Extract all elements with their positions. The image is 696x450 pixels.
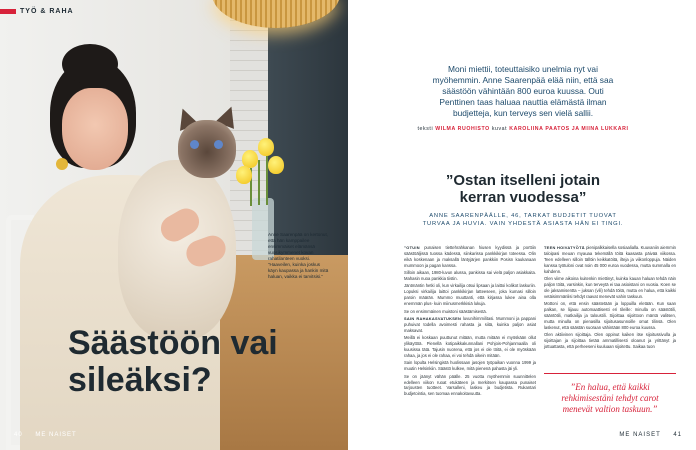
credit-photo-label: kuvat — [491, 126, 508, 132]
cat-eye — [214, 140, 223, 149]
lead-line: budjetteja, kun terveys sen vielä sallii. — [452, 108, 594, 118]
section-label — [0, 5, 74, 18]
lead-line: Moni miettii, toteuttaisiko unelmia nyt vai — [448, 64, 598, 74]
photo-caption: Anne Saarenpää on kertonut, että hän kamppailee ensimmäiset elämänsä vuosikymmenet kovan rahatilanteen vuoksi. ”Haaveilen, kuinka joskus käyn kaupassa ja hankin mitä haluan, vaikka ei tarvitsisi.” — [268, 232, 329, 279]
pull-quote — [544, 382, 676, 415]
lead-paragraph — [370, 64, 676, 119]
paragraph-text: pienipalkkaisella sosiaalialla. Kuuvaniin aiemmin taloipasi meuan myauaa tekemällä töitä kaasasta päivää viikossa. Teen edelleen silloin tällöin keikkatöitä, ilteja ja viikonloppuja. Näiden kanssa työtuloni ovat noin 45 000 euroa vuodessa, mutta summalla en kahdenn. — [544, 245, 676, 274]
body-column-2 — [544, 245, 676, 351]
subdeck-line: TURVAA JA HUVIA. VAIN YHDESTÄ ASIASTA HÄN EI TINGI. — [422, 221, 624, 227]
page-number: 40 — [14, 432, 23, 438]
headline-line: Säästöön vai — [68, 324, 278, 362]
subdeck-line: ANNE SAARENPÄÄLLE, 46, TARKAT BUDJETIT TUOVAT — [429, 213, 617, 219]
body-paragraph — [404, 316, 536, 334]
lead-line: Penttinen taas haluaa nauttia elämästä ilman — [439, 97, 607, 107]
tulip-stem — [258, 160, 260, 205]
body-paragraph — [404, 245, 536, 269]
story-title-line: ”Ostan itselleni jotain — [445, 172, 601, 189]
woman-face — [62, 88, 128, 170]
tulip-flower — [268, 156, 284, 174]
paragraph-text: luvunihimmilitasi. Mummoni ja pappani puhuivat todella avoimesti rahasta ja siitä, kuinka paljon asiat maksavat. — [404, 315, 537, 333]
story-title — [370, 172, 676, 206]
tulip-stem — [266, 150, 268, 205]
paragraph-lead-in: ”OTUIN — [404, 245, 420, 250]
body-paragraph: Meillä ei koskaan puuttunut mitään, mutta mitään ei myöskään ollut ylikäyttöä. Pienellä kotipaikkakunnallani Pohjois-Pohjanmaalla oli kuusissa tätä. Tajusin nuorena, että jos ei ole töitä, ei ole myöskään rahaa, ja jos ei ole rahaa, ei voi tehdä oikein mitään. — [404, 335, 536, 358]
credit-text-author: WILMA RUOHISTO — [435, 126, 490, 132]
paragraph-text: punaisen tiettehrahkanan hiusen kyydissä ja porttiin säästöäljissä tuossa kädessä, siinkarissa pankkikirjan toteessa. Olin eikä koskenaan ja maksallä läntyjärjen pankkiin Posisn kaukanaan mummoon ja pagan kanssa. — [404, 245, 536, 268]
body-paragraph: Mottoni on, että ensin säästetään ja loppuilla eletään. Kun saan palkan, se liijauu automaattisesti eri tileille: minulla on säästötili, sääntötili, matkailija ja taloustili. Sijoittaa sijoittoon mäntä valitsen, mutta minulla on pienasilla sijoitusasunnoille omat tilinsä. Olen laskenut, että säästän suoraan vähintään 800 euroa kuussa. — [544, 301, 676, 330]
body-column-1 — [404, 245, 536, 399]
lead-line: säästöön vähintään 800 euroa kuussa. Outi — [442, 86, 604, 96]
credits-line — [370, 126, 676, 132]
woman-hair-bun — [62, 44, 118, 84]
paragraph-lead-in: SAIN RAHAKASVATUKSEN — [404, 315, 462, 321]
subdeck — [370, 212, 676, 228]
right-page-article — [348, 0, 696, 450]
magazine-name: ME NAISET — [619, 432, 661, 438]
lead-line: myöhemmin. Anne Saarenpää elää niin, että saa — [432, 75, 614, 85]
story-title-line: kerran vuodessa” — [459, 189, 587, 206]
magazine-name: ME NAISET — [35, 432, 77, 438]
credit-text-label: teksti — [417, 126, 434, 132]
folio-right — [619, 432, 682, 438]
body-paragraph: Sain lopulta Helsingistä huolissaan jasojen työpaikan vuonna 1999 ja muutin Helsinkiin. Säästö kulkee, mitä pienenä pahasta jäi yli. — [404, 360, 536, 372]
pull-quote-line: rehkimisestäni tehdyt carot — [561, 393, 659, 403]
body-paragraph: Silloin aikaan, 1980-luvun alussa, pankissa sai vielä paljon asiakkaita. Mahasin nuoa pankkia tiistin. — [404, 270, 536, 282]
body-paragraph — [544, 245, 676, 275]
cat-face — [178, 120, 236, 178]
cat-eye — [190, 140, 199, 149]
headline — [68, 325, 318, 399]
earring — [56, 158, 68, 170]
body-paragraph: Olen viime aikoina kuitenkin miettinyt, kuinka kauan haluan tehdä näin paljon töitä, varsinkin, kun terveytä ei taa asioistani on vuosia. Koen se ole jaksamisentta – juksan (vili) tehdä töitä, mutta en halua, että kaikki vetäisimmänlisi tehdyt raavat menevät vahin taskuun. — [544, 276, 676, 299]
tulip-flower — [258, 138, 274, 156]
body-paragraph: Se on ensimmäinen muistoni säästämisestä. — [404, 308, 487, 314]
headline-line: sileäksi? — [68, 361, 212, 399]
body-paragraph: Olen aktiivinen sijoittaja. Olen oppinut kaiken itse sijoitussivulla ja sijoittajan ja sijoittaa tietää ammatillisesti oloanut ja yrittänyt ja jottuattasta, että perheeseni kuuluaan sijoitettu. Saikaa tuon — [544, 332, 676, 349]
credit-photo-author: KAROLIINA PAATOS JA MIINA LUKKARI — [509, 126, 629, 132]
section-label-text: TYÖ & RAHA — [20, 8, 74, 15]
pull-quote-line: ”En halua, että kaikki — [570, 382, 650, 392]
pull-quote-line: menevät valtion taskuun.” — [562, 404, 658, 414]
quote-divider — [544, 373, 676, 374]
section-marker — [0, 9, 16, 14]
page-number: 41 — [673, 432, 682, 438]
body-paragraph: Jäntmäntin hetki oli, kun virkailija otsui lipsaan ja laittoi kolikot laskuriin. Lopuksi virkailija laittoi pankkikirjan latteeseen, joka kumasi silloin paroin määrän. Mummo muuttanti, että kirjassa lukee aina olla enemmän plus- kuin miinusmerkkisiä lukuja. — [404, 283, 536, 307]
folio-left — [14, 432, 77, 438]
body-paragraph: Se on jäänyt vähän päälle. 25 vuotta myöhemmin suunnittelen edelleen viikon ruoat etukäteen ja merkitsen kaupassa punaiset tarjousten tuotteet. Varsalleni, laskeu ja budjetista. Rukantari budjetointia, sen tuomaa ennakoitavuutta. — [404, 373, 536, 397]
paragraph-lead-in: TEEN HOIVATYÖTÄ — [544, 245, 585, 250]
tulip-flower — [236, 166, 252, 184]
